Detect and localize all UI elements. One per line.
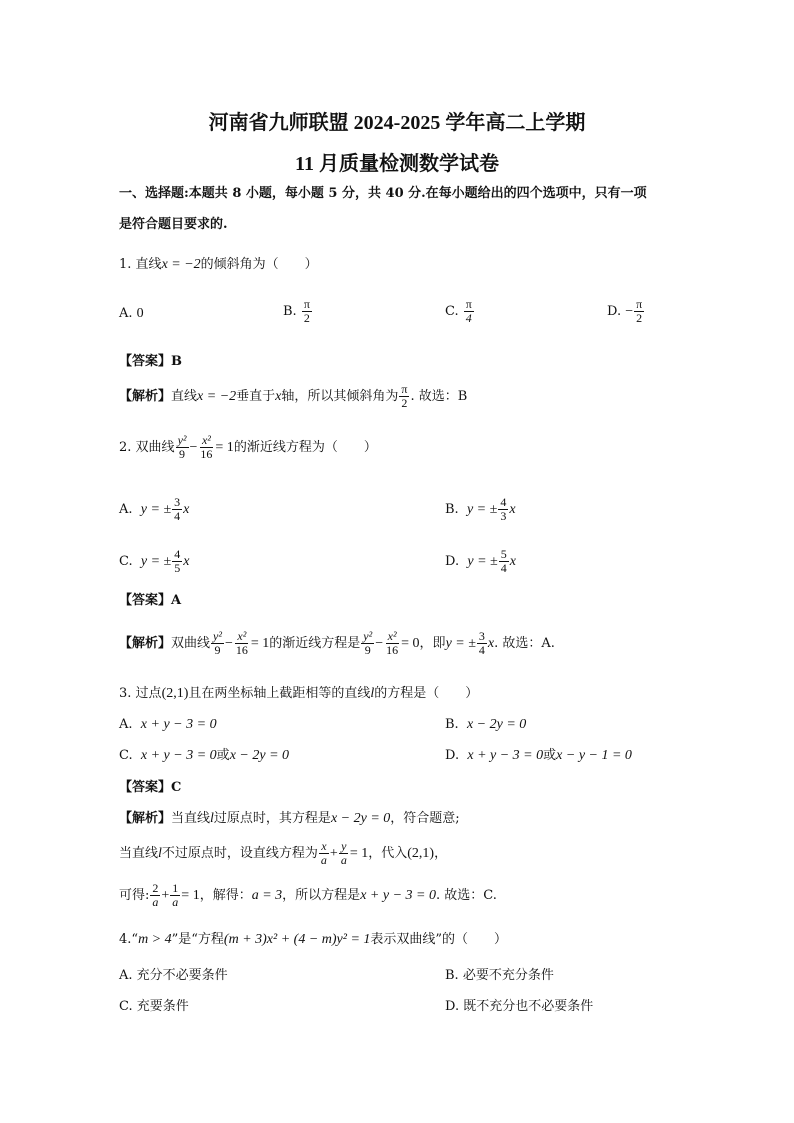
text: 双曲线	[171, 636, 211, 651]
q1-answer: 【答案】B	[119, 354, 182, 369]
math-expression: x + y − 3 = 0	[467, 748, 544, 763]
q2-explanation: 【解析】双曲线 $\frac{\text{y²}}{9}$ − $\frac{\text{x²}}{16}$ = 1的渐近线方程是 $\frac{\text{y²}}{9}$ − $\frac{\text{x²}}{16}$ = 0，即y = ± $\frac{3}{4}$ x. 故选：A.	[119, 629, 555, 657]
explanation-tag: 【解析】	[119, 636, 172, 651]
fraction: $\frac{\text{x²}}{16}$	[200, 433, 213, 461]
text: ，即	[419, 636, 446, 651]
q2-answer: 【答案】A	[119, 593, 182, 608]
math-expression: (2,1)	[407, 846, 435, 861]
fraction: $\frac{\text{y²}}{9}$	[177, 433, 187, 461]
option-label: B.	[283, 304, 297, 319]
text: 表示双曲线”的（ ）	[370, 932, 508, 947]
text: 或	[543, 748, 557, 763]
q3-option-d	[445, 748, 632, 764]
text: 当直线	[119, 846, 159, 861]
option-label: C.	[119, 554, 133, 569]
math-expression: l	[370, 686, 375, 701]
math-expression: x + y − 3 = 0	[140, 748, 217, 763]
q3-option-c	[119, 748, 289, 764]
option-label: C.	[445, 304, 459, 319]
math-expression: x − y − 1 = 0	[556, 748, 632, 763]
q4-option-c: C. 充要条件	[119, 999, 189, 1014]
q1-explanation	[119, 383, 467, 410]
option-label: A.	[119, 502, 133, 517]
text: 双曲线	[135, 440, 175, 455]
text: ，解得：	[199, 888, 252, 903]
section-heading-line-1: 一、选择题:本题共 8 小题，每小题 5 分，共 40 分.在每小题给出的四个选项中，只有一项	[119, 186, 647, 201]
option-label: D.	[445, 748, 460, 763]
math-expression: y = ±	[466, 502, 498, 517]
fraction: $\frac{\text{x²}}{16}$	[386, 629, 399, 657]
text: ，代入	[368, 846, 408, 861]
text: ，	[434, 846, 448, 861]
option-label: B.	[445, 502, 459, 517]
q2-option-d	[445, 548, 516, 575]
option-label: C.	[119, 748, 133, 763]
math-expression: x − 2y = 0	[330, 811, 391, 826]
section-heading-line-2: 是符合题目要求的.	[119, 217, 228, 232]
q3-option-b	[445, 717, 526, 733]
text: . 故选：A.	[494, 636, 555, 651]
option-label: D.	[607, 304, 622, 319]
q3-explanation-line-1	[119, 811, 460, 827]
math-expression: (m + 3)x² + (4 − m)y² = 1	[223, 932, 371, 947]
question-text: 的倾斜角为（ ）	[200, 257, 318, 272]
fraction: $\frac{\text{y²}}{9}$	[213, 629, 222, 657]
option-label: A.	[119, 717, 133, 732]
math-expression: x + y − 3 = 0	[140, 717, 217, 732]
math-expression: x	[487, 636, 495, 651]
question-number: 4.	[119, 932, 132, 947]
math-expression: x	[275, 389, 282, 404]
question-number: 2.	[119, 440, 132, 455]
math-expression: y = ±	[140, 554, 172, 569]
q1-option-c	[445, 298, 475, 325]
text: ，符合题意;	[390, 811, 460, 826]
text: 或	[216, 748, 230, 763]
math-expression: x = −2	[161, 257, 201, 272]
text: 当直线	[171, 811, 211, 826]
q4-option-b: B. 必要不充分条件	[445, 968, 554, 983]
math-expression: x + y − 3 = 0	[360, 888, 436, 903]
text: . 故选：B	[410, 389, 468, 404]
text: . 故选：C.	[435, 888, 497, 903]
fraction: $\frac{\text{y²}}{9}$	[363, 629, 373, 657]
title-line-1: 河南省九师联盟 2024-2025 学年高二上学期	[208, 112, 586, 134]
text: 不过原点时，设直线方程为	[161, 846, 318, 861]
math-expression: x − 2y = 0	[466, 717, 527, 732]
q4-option-a: A. 充分不必要条件	[119, 968, 228, 983]
math-expression: y = ±	[140, 502, 172, 517]
q1-option-d	[607, 298, 645, 325]
q3-answer: 【答案】C	[119, 780, 182, 795]
q4-option-d: D. 既不充分也不必要条件	[445, 999, 594, 1014]
q3-explanation-line-3: 可得: $\frac{2}{a}$ + $\frac{1}{a}$ = 1，解得：a = 3，所以方程是x + y − 3 = 0. 故选：C.	[119, 881, 497, 909]
math-expression: = 1	[181, 888, 200, 903]
math-expression: a = 3	[251, 888, 283, 903]
minus-sign: −	[625, 304, 634, 319]
option-label: D.	[445, 554, 460, 569]
text: 过点	[135, 686, 162, 701]
question-text: 直线	[135, 257, 162, 272]
explanation-tag: 【解析】	[119, 811, 172, 826]
text: 的渐近线方程为（ ）	[233, 440, 377, 455]
fraction: $\frac{2}{a}$	[152, 881, 159, 909]
option-label: A.	[119, 306, 133, 321]
fraction: $\frac{\text{x²}}{16}$	[235, 629, 248, 657]
math-expression: y = ±	[445, 636, 476, 651]
math-expression: = 0	[401, 636, 420, 651]
fraction: $\frac{4}{3}$	[500, 495, 507, 523]
fraction: $\frac{\pi}{2}$	[303, 297, 310, 325]
text: 过原点时，其方程是	[213, 811, 331, 826]
text: ”是“方程	[171, 932, 224, 947]
math-expression: m > 4	[138, 932, 172, 947]
fraction: $\frac{y}{a}$	[340, 839, 347, 867]
math-expression: l	[210, 811, 214, 826]
text: ，所以方程是	[282, 888, 361, 903]
math-expression: (2,1)	[161, 686, 189, 701]
q1-option-a	[119, 306, 144, 322]
question-number: 1.	[119, 257, 132, 272]
title-line-2: 11 月质量检测数学试卷	[295, 153, 499, 175]
option-label: B.	[445, 717, 459, 732]
math-expression: = 1	[215, 440, 234, 455]
math-expression: y = ±	[467, 554, 498, 569]
math-expression: x = −2	[197, 389, 237, 404]
fraction: $\frac{1}{a}$	[172, 881, 179, 909]
math-expression: = 1	[250, 636, 270, 651]
fraction: $\frac{\pi}{2}$	[401, 382, 408, 410]
fraction: $\frac{\pi}{4}$	[465, 297, 472, 325]
math-expression: l	[158, 846, 162, 861]
q2-option-a	[119, 496, 189, 523]
math-expression: = 1	[349, 846, 369, 861]
text: 直线	[171, 389, 198, 404]
math-expression: x − 2y = 0	[229, 748, 290, 763]
explanation-tag: 【解析】	[119, 389, 172, 404]
fraction: $\frac{4}{5}$	[174, 547, 181, 575]
q2-option-b	[445, 496, 516, 523]
text: 轴，所以其倾斜角为	[281, 389, 399, 404]
question-number: 3.	[119, 686, 132, 701]
fraction: $\frac{3}{4}$	[174, 495, 181, 523]
fraction: $\frac{x}{a}$	[320, 839, 327, 867]
text: 垂直于	[236, 389, 276, 404]
text: 的渐近线方程是	[269, 636, 361, 651]
question-1	[119, 257, 318, 273]
q1-option-b	[283, 298, 313, 325]
math-expression: x	[509, 502, 516, 517]
q2-option-c	[119, 548, 189, 575]
q3-option-a	[119, 717, 217, 733]
fraction: $\frac{5}{4}$	[500, 547, 507, 575]
math-expression: x	[183, 554, 190, 569]
fraction: $\frac{3}{4}$	[478, 629, 485, 657]
fraction: $\frac{\pi}{2}$	[636, 297, 643, 325]
text: 可得:	[119, 888, 150, 903]
text: “	[131, 932, 139, 947]
math-expression: x	[509, 554, 516, 569]
text: 且在两坐标轴上截距相等的直线	[188, 686, 371, 701]
math-expression: x	[183, 502, 190, 517]
question-3	[119, 686, 478, 702]
option-value: 0	[136, 306, 144, 321]
text: 的方程是（ ）	[374, 686, 479, 701]
question-2: 2. 双曲线 $\frac{\text{y²}}{9}$ − $\frac{\text{x²}}{16}$ = 1的渐近线方程为（ ）	[119, 433, 377, 461]
q3-explanation-line-2: 当直线l不过原点时，设直线方程为 $\frac{x}{a}$ + $\frac{y}{a}$ = 1，代入(2,1)，	[119, 839, 448, 867]
question-4	[119, 932, 507, 948]
